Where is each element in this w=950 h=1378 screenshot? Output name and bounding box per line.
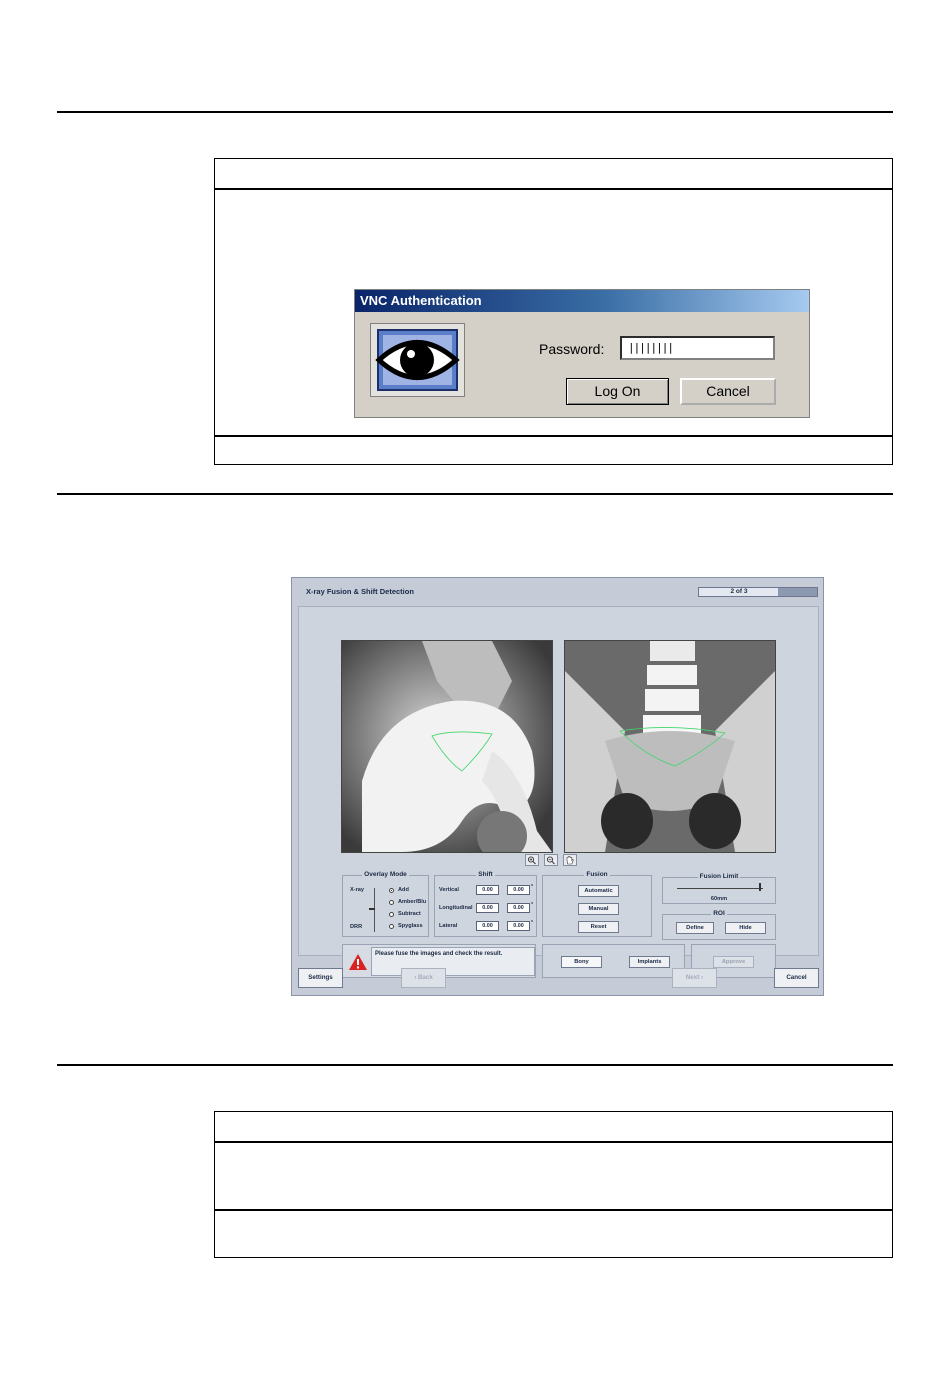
approve-button[interactable]: Approve [713, 956, 754, 968]
fusion-automatic-button[interactable]: Automatic [578, 885, 619, 897]
shift-group [434, 871, 537, 937]
roi-define-button[interactable]: Define [676, 922, 714, 934]
shift-title: Shift [478, 871, 493, 878]
xray-fusion-window [291, 577, 824, 996]
xray-image-lateral[interactable] [341, 640, 553, 853]
shift-vertical-value-a[interactable]: 0.00 [476, 885, 499, 895]
roi-hide-button[interactable]: Hide [725, 922, 766, 934]
table-row-divider [215, 1141, 892, 1143]
chevron-left-icon: ‹ [414, 974, 418, 981]
message-text: Please fuse the images and check the result. [375, 951, 503, 957]
fusion-limit-value: 60mm [710, 896, 728, 902]
back-button-label: Back [417, 974, 433, 981]
fusion-limit-group [662, 873, 776, 904]
cancel-button-app[interactable]: Cancel [774, 968, 819, 988]
shift-lateral-value-a[interactable]: 0.00 [476, 921, 499, 931]
zoom-out-icon [545, 855, 557, 865]
overlay-blend-slider-thumb[interactable] [369, 908, 375, 910]
overlay-option-subtract-label: Subtract [398, 911, 421, 917]
pan-tool[interactable] [563, 854, 577, 866]
next-button[interactable] [672, 968, 717, 988]
fusion-manual-button[interactable]: Manual [578, 903, 619, 915]
shift-lateral-value-b[interactable]: 0.00 [507, 921, 530, 931]
table-row-divider [215, 188, 892, 190]
zoom-out-tool[interactable] [544, 854, 558, 866]
section-divider-1 [57, 111, 893, 113]
fusion-limit-slider-track[interactable] [677, 888, 763, 889]
fusion-limit-slider-thumb[interactable] [759, 883, 761, 891]
bony-toggle-button[interactable]: Bony [561, 956, 602, 968]
dialog-title: VNC Authentication [355, 290, 809, 312]
table-row-divider [215, 435, 892, 437]
zoom-in-tool[interactable] [525, 854, 539, 866]
shift-vertical-unit: ° [531, 884, 534, 890]
shift-longitudinal-label: Longitudinal [439, 905, 473, 911]
warning-icon [348, 953, 368, 971]
slider-label-drr: DRR [350, 924, 363, 930]
fusion-panel [298, 606, 819, 965]
zoom-in-icon [526, 855, 538, 865]
eye-icon [375, 327, 460, 393]
step-progress-bar [698, 587, 818, 597]
cancel-button[interactable]: Cancel [680, 378, 776, 405]
message-text-area [371, 947, 535, 976]
password-field[interactable]: |||||||| [620, 336, 775, 360]
table-frame-2 [214, 1111, 893, 1258]
settings-button[interactable]: Settings [298, 968, 343, 988]
roi-title: ROI [713, 910, 725, 917]
overlay-option-amber-radio[interactable] [389, 900, 394, 905]
slider-label-xray: X-ray [350, 887, 364, 893]
window-title: X-ray Fusion & Shift Detection [306, 587, 414, 596]
roi-group [662, 910, 776, 940]
shift-lateral-label: Lateral [439, 923, 458, 929]
vnc-authentication-dialog [354, 289, 810, 418]
overlay-mode-title: Overlay Mode [364, 871, 407, 878]
log-on-button[interactable]: Log On [566, 378, 669, 405]
fusion-reset-button[interactable]: Reset [578, 921, 619, 933]
xray-lateral-graphic [342, 641, 552, 852]
shift-vertical-label: Vertical [439, 887, 459, 893]
xray-image-ap[interactable] [564, 640, 776, 853]
xray-ap-graphic [565, 641, 775, 852]
table-row-divider [215, 1209, 892, 1211]
overlay-option-add-label: Add [398, 887, 409, 893]
overlay-blend-slider[interactable] [374, 888, 375, 932]
implants-toggle-button[interactable]: Implants [629, 956, 670, 968]
step-indicator: 2 of 3 [730, 588, 748, 595]
overlay-option-subtract-radio[interactable] [389, 912, 394, 917]
next-button-label: Next [685, 974, 700, 981]
shift-vertical-value-b[interactable]: 0.00 [507, 885, 530, 895]
section-divider-2 [57, 493, 893, 495]
overlay-option-add-radio[interactable] [389, 888, 394, 893]
fusion-group [542, 871, 652, 937]
fusion-limit-title: Fusion Limit [699, 873, 739, 880]
overlay-option-spyglass-label: Spyglass [398, 923, 423, 929]
overlay-option-amber-label: Amber/Blu [398, 899, 427, 905]
shift-longitudinal-unit: ° [531, 902, 534, 908]
fusion-title: Fusion [586, 871, 608, 878]
shift-longitudinal-value-a[interactable]: 0.00 [476, 903, 499, 913]
vnc-logo-frame [370, 323, 465, 397]
pan-hand-icon [564, 855, 576, 865]
back-button[interactable] [401, 968, 446, 988]
shift-longitudinal-value-b[interactable]: 0.00 [507, 903, 530, 913]
password-label: Password: [539, 341, 605, 357]
shift-lateral-unit: ° [531, 920, 534, 926]
overlay-mode-group [342, 871, 429, 937]
overlay-option-spyglass-radio[interactable] [389, 924, 394, 929]
structure-mode-group [542, 944, 685, 978]
section-divider-3 [57, 1064, 893, 1066]
chevron-right-icon: › [699, 974, 704, 981]
